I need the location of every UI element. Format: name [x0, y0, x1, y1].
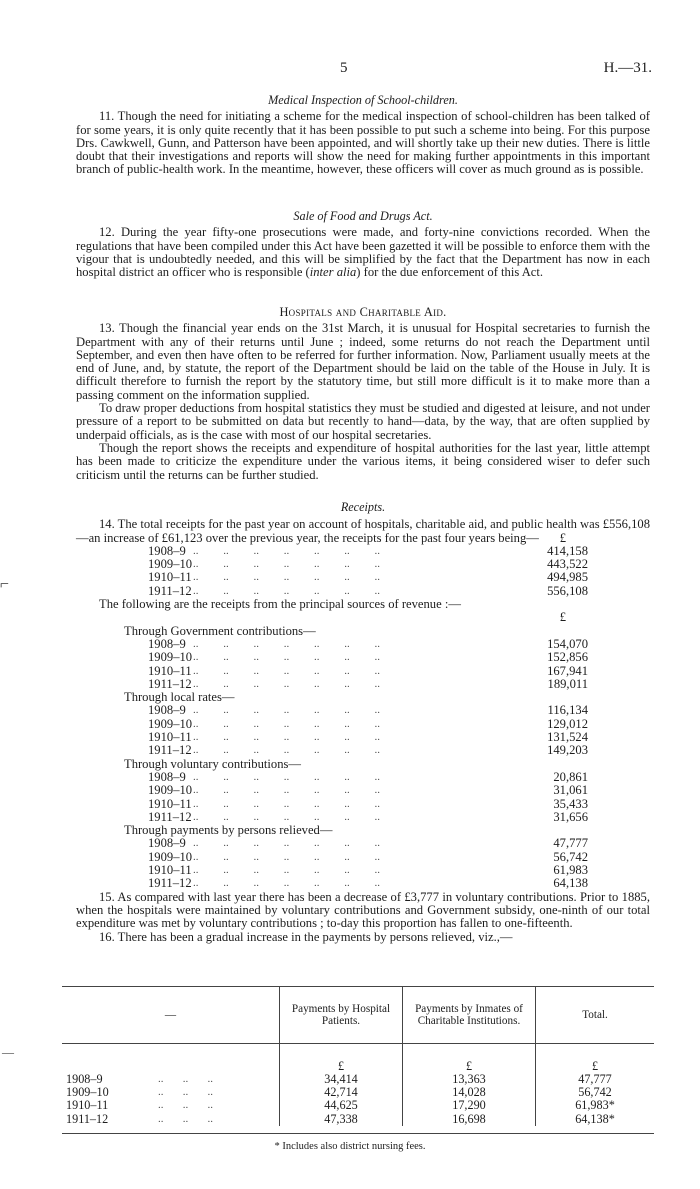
leader-dots: .. .. .. .. .. .. .. — [193, 584, 380, 597]
total-payments: 47,777 — [536, 1073, 655, 1086]
margin-mark: ⌐ — [0, 576, 10, 593]
leader-dots: .. .. .. .. .. .. .. — [193, 571, 380, 584]
receipt-row — [148, 798, 588, 811]
section-medical-inspection — [76, 94, 650, 177]
receipt-year: 1911–12 — [148, 809, 192, 824]
revenue-source-label: Through Government contributions— — [124, 623, 316, 638]
hospital-payments: 34,414 — [280, 1073, 403, 1086]
section-receipts — [76, 501, 650, 944]
receipt-year: 1909–10 — [148, 716, 193, 731]
hospital-payments: 42,714 — [280, 1086, 403, 1099]
receipt-amount: 167,941 — [547, 663, 588, 678]
receipt-amount: 154,070 — [547, 636, 588, 651]
receipt-row — [148, 545, 588, 558]
leader-dots: .. .. .. .. .. .. .. — [193, 810, 380, 823]
document-reference: H.—31. — [603, 60, 652, 76]
receipt-row — [148, 665, 588, 678]
paragraph-13b: To draw proper deductions from hospital statistics they must be studied and digested at leisure, and not under pressure of a report to be submitted on data but recently to hand—data, by the way, that are often supplied by underpaid officials, as is the case with most of our hospital secretaries. — [76, 401, 650, 442]
receipt-amount: 35,433 — [553, 796, 588, 811]
leader-dots: .. .. .. .. .. .. .. — [193, 850, 380, 863]
receipt-year: 1908–9 — [148, 543, 186, 558]
receipt-amount: 129,012 — [547, 716, 588, 731]
revenue-sources-list — [76, 625, 650, 891]
inmate-payments: 14,028 — [403, 1086, 536, 1099]
table-header-row — [62, 987, 654, 1044]
inmate-payments: 17,290 — [403, 1099, 536, 1112]
sources-intro: The following are the receipts from the principal sources of revenue :— — [99, 597, 461, 612]
page-number: 5 — [340, 60, 348, 76]
receipt-year: 1908–9 — [148, 769, 186, 784]
receipt-amount: 131,524 — [547, 730, 588, 745]
total-payments: 61,983* — [536, 1099, 655, 1112]
table-header-blank: — — [62, 987, 280, 1044]
table-row — [62, 1086, 654, 1099]
paragraph-15: 15. As compared with last year there has been a decrease of £3,777 in voluntary contributions. Prior to 1885, when the hospitals were maintained by voluntary contributions and Government subsidy, one-ninth of our total expenditure was met by voluntary contributions ; to-day this proportion has fallen to one-fifteenth. — [76, 889, 650, 931]
table-year: 1909–10 — [66, 1085, 109, 1100]
receipt-year: 1909–10 — [148, 650, 193, 665]
table-bottom-rule — [62, 1133, 654, 1134]
receipt-row — [148, 571, 588, 584]
total-payments: 64,138* — [536, 1113, 655, 1126]
leader-dots: .. .. .. .. .. .. .. — [193, 704, 380, 717]
section-food-drugs — [76, 210, 650, 279]
inmate-payments: 16,698 — [403, 1113, 536, 1126]
leader-dots: .. .. .. — [158, 1112, 213, 1125]
total-receipts-list — [76, 545, 650, 598]
table-pound-row — [62, 1060, 654, 1073]
receipt-year: 1909–10 — [148, 557, 193, 572]
receipt-row — [148, 864, 588, 877]
table-header-hospital: Payments by Hospital Patients. — [280, 987, 403, 1044]
receipt-amount: 414,158 — [547, 543, 588, 558]
receipt-year: 1910–11 — [148, 796, 192, 811]
receipt-amount: 189,011 — [547, 676, 588, 691]
pound-sign: £ — [559, 610, 566, 625]
section-heading: Medical Inspection of School-children. — [268, 93, 458, 107]
receipt-row — [148, 784, 588, 797]
pound-sign: £ — [403, 1060, 536, 1073]
pound-sign: £ — [559, 530, 566, 545]
receipt-amount: 64,138 — [553, 876, 588, 891]
pound-sign: £ — [280, 1060, 403, 1073]
hospital-payments: 47,338 — [280, 1113, 403, 1126]
receipt-amount: 31,061 — [553, 783, 588, 798]
paragraph-11: 11. Though the need for initiating a scheme for the medical inspection of school-children has been talked of for some years, it is only quite recently that it has been possible to put such a scheme into being. For this purpose Drs. Cawkwell, Gunn, and Patterson have been appointed, and will shortly take up their new duties. There is little doubt that their investigations and reports will show the need for making further appointments in this important branch of public-health work. In the meantime, however, these officers will cover as much ground as is possible. — [76, 109, 650, 177]
receipt-year: 1911–12 — [148, 876, 192, 891]
leader-dots: .. .. .. .. .. .. .. — [193, 731, 380, 744]
leader-dots: .. .. .. .. .. .. .. — [193, 544, 380, 557]
table-row — [62, 1099, 654, 1112]
receipt-row — [148, 851, 588, 864]
section-heading: Sale of Food and Drugs Act. — [293, 209, 433, 223]
margin-mark: — — [2, 1045, 14, 1059]
receipt-year: 1908–9 — [148, 636, 186, 651]
leader-dots: .. .. .. .. .. .. .. — [193, 770, 380, 783]
receipt-year: 1909–10 — [148, 783, 193, 798]
leader-dots: .. .. .. .. .. .. .. — [193, 558, 380, 571]
inmate-payments: 13,363 — [403, 1073, 536, 1086]
revenue-source-label: Through voluntary contributions— — [124, 756, 301, 771]
receipt-row — [148, 678, 588, 691]
receipt-year: 1910–11 — [148, 730, 192, 745]
section-hospitals — [76, 306, 650, 482]
receipt-amount: 56,742 — [553, 849, 588, 864]
receipt-year: 1909–10 — [148, 849, 193, 864]
receipt-year: 1910–11 — [148, 663, 192, 678]
receipt-row — [148, 837, 588, 850]
receipt-year: 1910–11 — [148, 570, 192, 585]
receipt-amount: 116,134 — [547, 703, 588, 718]
receipt-year: 1911–12 — [148, 743, 192, 758]
receipt-year: 1908–9 — [148, 703, 186, 718]
table-year: 1910–11 — [66, 1098, 109, 1113]
leader-dots: .. .. .. — [158, 1072, 213, 1085]
leader-dots: .. .. .. .. .. .. .. — [193, 744, 380, 757]
table-row — [62, 1113, 654, 1126]
paragraph-16: 16. There has been a gradual increase in the payments by persons relieved, viz.,— — [99, 929, 513, 944]
receipt-row — [148, 877, 588, 890]
receipt-row — [148, 651, 588, 664]
section-heading: Receipts. — [340, 500, 386, 514]
receipt-row — [148, 718, 588, 731]
receipt-amount: 20,861 — [553, 769, 588, 784]
receipt-amount: 61,983 — [553, 863, 588, 878]
leader-dots: .. .. .. .. .. .. .. — [193, 717, 380, 730]
revenue-source-label: Through local rates— — [124, 690, 235, 705]
receipt-year: 1911–12 — [148, 676, 192, 691]
leader-dots: .. .. .. .. .. .. .. — [193, 864, 380, 877]
table-year: 1908–9 — [66, 1071, 103, 1086]
receipt-amount: 149,203 — [547, 743, 588, 758]
hospital-payments: 44,625 — [280, 1099, 403, 1112]
revenue-source-label: Through payments by persons relieved— — [124, 823, 333, 838]
receipt-amount: 31,656 — [553, 809, 588, 824]
receipt-amount: 494,985 — [547, 570, 588, 585]
section-heading: Hospitals and Charitable Aid. — [279, 305, 447, 319]
table-header-inmates: Payments by Inmates of Charitable Institutions. — [403, 987, 536, 1044]
leader-dots: .. .. .. .. .. .. .. — [193, 784, 380, 797]
pound-sign: £ — [536, 1060, 655, 1073]
leader-dots: .. .. .. .. .. .. .. — [193, 651, 380, 664]
receipt-year: 1908–9 — [148, 836, 186, 851]
table-row — [62, 1073, 654, 1086]
total-payments: 56,742 — [536, 1086, 655, 1099]
receipt-row — [148, 638, 588, 651]
receipt-year: 1911–12 — [148, 583, 192, 598]
paragraph-13: 13. Though the financial year ends on the 31st March, it is unusual for Hospital secretaries to furnish the Department with any of their returns until June ; indeed, some returns do not reach the Department until September, and even then have often to be referred for further information. Now, Parliament usually meets at the end of June, and, by statute, the report of the Department should be laid on the table of the House in July. It is difficult therefore to furnish the report by the statutory time, but still more difficult is it to make more than a passing comment on the information supplied. — [76, 321, 650, 402]
table-header-total: Total. — [536, 987, 655, 1044]
leader-dots: .. .. .. .. .. .. .. — [193, 877, 380, 890]
paragraph-13c: Though the report shows the receipts and expenditure of hospital authorities for the last year, little attempt has been made to criticize the expenditure under the various items, it being considered wiser to defer such criticism until the returns can be further studied. — [76, 440, 650, 482]
receipt-year: 1910–11 — [148, 863, 192, 878]
receipt-row — [148, 731, 588, 744]
paragraph-12: 12. During the year fifty-one prosecutions were made, and forty-nine convictions recorded. When the regulations that have been compiled under this Act have been gazetted it will be possible to enforce them with the vigour that is undoubtedly needed, and this will be simplified by the fact that the Department has now in each hospital district an officer who is responsible (inter alia) for the due enforcement of this Act. — [76, 225, 650, 280]
table-footnote: * Includes also district nursing fees. — [274, 1141, 426, 1152]
receipt-row — [148, 771, 588, 784]
receipt-row — [148, 811, 588, 824]
receipt-row — [148, 585, 588, 598]
receipt-amount: 556,108 — [547, 583, 588, 598]
payments-table — [62, 986, 654, 1126]
leader-dots: .. .. .. .. .. .. .. — [193, 677, 380, 690]
table-year: 1911–12 — [66, 1111, 109, 1126]
receipt-row — [148, 558, 588, 571]
receipt-amount: 443,522 — [547, 557, 588, 572]
paragraph-14: 14. The total receipts for the past year on account of hospitals, charitable aid, and public health was £556,108—an increase of £61,123 over the previous year, the receipts for the past four years being— — [76, 517, 650, 545]
leader-dots: .. .. .. .. .. .. .. — [193, 664, 380, 677]
receipt-amount: 152,856 — [547, 650, 588, 665]
leader-dots: .. .. .. — [158, 1086, 213, 1099]
leader-dots: .. .. .. .. .. .. .. — [193, 637, 380, 650]
leader-dots: .. .. .. .. .. .. .. — [193, 837, 380, 850]
leader-dots: .. .. .. .. .. .. .. — [193, 797, 380, 810]
receipt-amount: 47,777 — [553, 836, 588, 851]
receipt-row — [148, 744, 588, 757]
receipt-row — [148, 704, 588, 717]
leader-dots: .. .. .. — [158, 1099, 213, 1112]
